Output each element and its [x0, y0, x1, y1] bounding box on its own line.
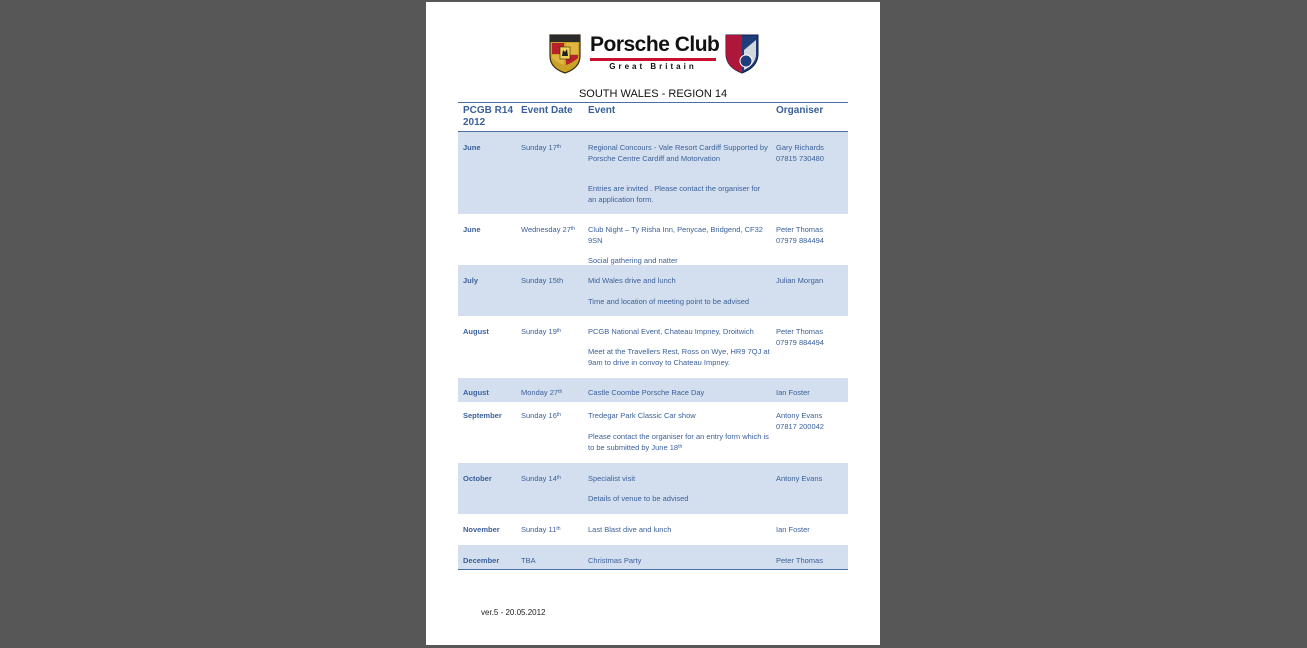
table-bottom-rule	[458, 569, 848, 570]
row-event-title: Last Blast dive and lunch	[588, 525, 672, 534]
row-organiser-phone: 07979 884494	[776, 235, 824, 245]
brand-title: Porsche Club	[590, 33, 720, 56]
row-month: November	[463, 525, 500, 534]
event-schedule-table	[458, 102, 848, 570]
row-event-note: Meet at the Travellers Rest, Ross on Wye, HR9 7QJ at 9am to drive in convoy to Chateau Impney.	[588, 347, 770, 367]
row-event-note: Entries are invited . Please contact the organiser for an application form.	[588, 184, 761, 204]
header-year: PCGB R14 2012	[463, 105, 514, 128]
row-organiser-name: Peter Thomas	[776, 225, 823, 234]
row-month: July	[463, 276, 479, 285]
club-logo	[548, 31, 760, 77]
row-organiser-name: Gary Richards	[776, 143, 824, 152]
row-event-title: Mid Wales drive and lunch	[588, 276, 676, 285]
row-event-note: Time and location of meeting point to be advised	[588, 297, 750, 306]
pcgb-badge-icon	[724, 32, 760, 74]
brand-subtitle: Great Britain	[609, 62, 697, 71]
table-row	[458, 378, 848, 402]
row-organiser-name: Peter Thomas	[776, 556, 823, 565]
row-date: Wednesday 27th	[521, 225, 576, 234]
row-event-title: Club Night – Ty Risha Inn, Penycae, Bridgend, CF32 9SN	[588, 225, 763, 245]
row-date: Sunday 19th	[521, 327, 562, 336]
row-month: August	[463, 327, 489, 336]
row-event-note: Please contact the organiser for an entry form which is to be submitted by June 18th	[588, 432, 769, 452]
row-month: December	[463, 556, 500, 565]
row-month: October	[463, 474, 492, 483]
row-month: August	[463, 388, 489, 397]
row-month: June	[463, 225, 481, 234]
row-organiser-name: Ian Foster	[776, 388, 810, 397]
table-row	[458, 265, 848, 316]
table-row	[458, 545, 848, 569]
row-date: Sunday 14th	[521, 474, 562, 483]
row-event-title: PCGB National Event, Chateau Impney, Droitwich	[588, 327, 754, 336]
row-month: September	[463, 411, 502, 420]
row-date: Sunday 15th	[521, 276, 564, 285]
pdf-page	[426, 2, 880, 645]
table-row	[458, 316, 848, 378]
row-event-title: Christmas Party	[588, 556, 642, 565]
row-event-title: Specialist visit	[588, 474, 636, 483]
row-event-title: Tredegar Park Classic Car show	[588, 411, 696, 420]
table-row	[458, 514, 848, 545]
row-organiser-name: Peter Thomas	[776, 327, 823, 336]
row-date: TBA	[521, 556, 536, 565]
row-event-title: Regional Concours - Vale Resort Cardiff Supported by Porsche Centre Cardiff and Motorvation	[588, 143, 768, 163]
row-organiser-phone: 07979 884494	[776, 337, 824, 347]
document-title: SOUTH WALES - REGION 14	[578, 88, 728, 100]
row-date: Sunday 17th	[521, 143, 562, 152]
header-date: Event Date	[521, 105, 573, 116]
table-row	[458, 214, 848, 265]
row-date: Sunday 16th	[521, 411, 562, 420]
table-row	[458, 463, 848, 514]
row-date: Sunday 11th	[521, 525, 561, 534]
row-date: Monday 27th	[521, 388, 563, 397]
row-organiser-phone: 07815 730480	[776, 153, 824, 163]
header-organiser: Organiser	[776, 105, 824, 116]
row-organiser-name: Ian Foster	[776, 525, 810, 534]
row-organiser-name: Julian Morgan	[776, 276, 824, 285]
row-organiser-name: Antony Evans	[776, 411, 823, 420]
row-event-note: Social gathering and natter	[588, 256, 678, 265]
row-event-title: Castle Coombe Porsche Race Day	[588, 388, 705, 397]
table-header	[458, 102, 848, 132]
table-row	[458, 132, 848, 214]
row-month: June	[463, 143, 481, 152]
document-version: ver.5 - 20.05.2012	[481, 608, 546, 617]
row-organiser-phone: 07817 200042	[776, 421, 824, 431]
porsche-crest-icon	[548, 32, 582, 74]
table-row	[458, 402, 848, 463]
row-event-note: Details of venue to be advised	[588, 494, 689, 503]
brand-red-rule	[590, 58, 716, 61]
header-event: Event	[588, 105, 616, 116]
row-organiser-name: Antony Evans	[776, 474, 823, 483]
